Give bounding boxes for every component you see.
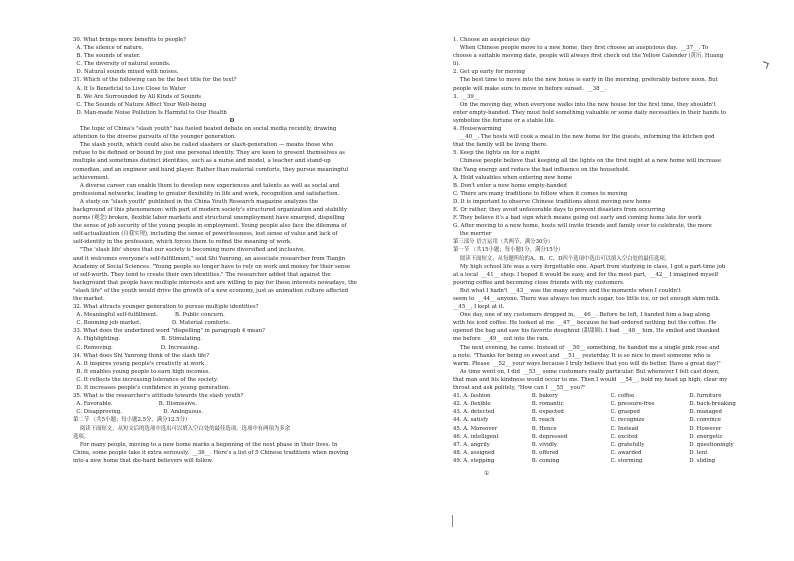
text-line: background of this phenomenon: with part of modern society's structured organization and stability: [73, 206, 348, 213]
text-line: the merrier: [453, 231, 492, 238]
text-line: The slash youth, which could also be called slashers or slash-generation — means those who: [73, 142, 334, 149]
text-line: self-actualization (自我实现), including the sense of powerlessness, lost sense of value and lack of: [73, 231, 338, 238]
text-line: at a local __41__ shop. I hoped it would be easy, and for the most part, __42__ I imagined myself: [453, 271, 719, 278]
text-line: "The 'slash life' shows that our society is becoming more diversified and inclusive,: [73, 247, 306, 254]
text-line: C. The diversity of natural sounds.: [73, 61, 171, 68]
option-cell: B. coming: [531, 457, 560, 464]
text-line: On the moving day, when everyone walks into the new house for the first time, they shouldn't: [453, 101, 716, 108]
text-line: self-identity in the profession, which forces them to refind the meaning of work.: [73, 239, 292, 246]
text-line: refuse to be defined or bound by just one personal identity. They are keen to present themselves as: [73, 150, 345, 157]
text-line: A. It Is Beneficial to Live Close to Water: [73, 85, 186, 92]
text-line: For many people, moving to a new home marks a beginning of the next phase in their lives. In: [73, 441, 338, 448]
option-cell: 47. A. angrily: [453, 441, 490, 448]
text-line: 第三部分 语言运用（共两节，满分30分）: [453, 239, 554, 246]
option-row: [453, 433, 768, 441]
text-line: 33. What does the underlined word "dispelling" in paragraph 4 mean?: [73, 328, 265, 335]
text-line: the Yang energy and reduce the bad influence on the household.: [453, 166, 630, 173]
text-line: pouring coffee and becoming close friends with my customers.: [453, 279, 625, 286]
option-cell: C. Instead: [610, 425, 639, 432]
text-line: 4. Housewarming: [453, 126, 502, 133]
option-cell: 42. A. flexible: [453, 401, 491, 408]
text-line: professional networks, leading to greater flexibility in life and work, recognition and satisfaction.: [73, 190, 340, 197]
text-line: seem to __44__ anyone. There was always too much sugar, too little ice, or not enough skim milk.: [453, 296, 721, 302]
text-line: comedian, and an engineer and band player. Rather than material comforts, they pursue meaningful: [73, 166, 349, 173]
option-cell: 43. A. detected: [453, 409, 495, 416]
text-line: D. It is important to observe Chinese traditions about moving new home: [453, 198, 651, 205]
text-line: Chinese people believe that keeping all the lights on the first night at a new home will increase: [453, 158, 722, 165]
option-cell: D. back-breaking: [689, 401, 736, 408]
text-line: multiple and sometimes distinct identities, such as a nurse and model, a teacher and stand-up: [73, 158, 331, 165]
text-line: A diverse career can enable them to develop new experiences and talents as well as social and: [73, 182, 340, 189]
text-line: A. The silence of nature.: [73, 45, 144, 52]
text-line: 选项。: [73, 433, 90, 440]
text-line: D. Man-made Noise Pollution Is Harmful to Our Health: [73, 109, 227, 116]
text-line: My high school life was a very forgettable one. Apart from studying in class, I got a part-time job: [453, 263, 726, 270]
option-cell: 41. A. fashion: [453, 393, 491, 400]
option-cell: D. managed: [689, 409, 722, 416]
text-line: of self-worth. They tend to create their own identities." The researcher added that against the: [73, 271, 331, 278]
text-line: C. Removing. D. Increasing.: [73, 344, 200, 351]
text-line: G. After moving to a new home, hosts will invite friends and family over to celebrate, the more: [453, 223, 712, 230]
text-line: symbolize the fortune or a stable life.: [453, 117, 556, 124]
text-line: C. There are many traditions to follow when it comes to moving: [453, 190, 628, 197]
option-cell: D. furniture: [689, 393, 722, 400]
text-line: When Chinese people move to a new home, they first choose an auspicious day. __37__. To: [453, 45, 709, 52]
text-line: As time went on, I did __53__ some customers really particular. But whenever I felt cast down,: [453, 368, 720, 375]
option-cell: B. reach: [531, 417, 555, 424]
page-mark: ①: [484, 470, 490, 477]
text-line: The topic of China's "slash youth" has fueled heated debate on social media recently, drawing: [73, 126, 337, 133]
option-cell: 48. A. assigned: [453, 449, 495, 456]
text-line: norms (观念) broken, flexible labor markets and structural unemployment have emerged, dispelling: [73, 215, 345, 222]
text-line: 32. What attracts younger generation to pursue multiple identities?: [73, 304, 259, 311]
text-line: enter empty-handed. They must hold something valuable or some daily necessities in their hands to: [453, 109, 727, 116]
text-line: B. We Are Surrounded by All Kinds of Sounds: [73, 93, 201, 100]
text-line: 34. What does Shi Yanrong think of the slash life?: [73, 352, 210, 359]
option-cell: C. pressure-free: [610, 401, 655, 408]
text-line: 30. What brings more benefits to people?: [73, 37, 187, 43]
text-line: China, some people take it extra seriously. __36__. Here's a list of 5 Chinese traditions when moving: [73, 449, 349, 456]
option-cell: C. awarded: [610, 449, 642, 456]
text-line: achievement.: [73, 174, 110, 181]
option-cell: 49. A. stepping: [453, 457, 495, 464]
text-line: 35. What is the researcher's attitude towards the slash youth?: [73, 393, 244, 400]
option-cell: B. offered: [531, 449, 559, 456]
option-cell: C. recognize: [610, 417, 645, 424]
text-line: 阅读下面短文，从短文后的选项中选出可以填入空白处的最佳选项。选项中有两项为多余: [73, 425, 291, 432]
text-line: C. Booming job market. D. Material comforts.: [73, 320, 231, 327]
text-line: attention to the diverse pursuits of the younger generation.: [73, 134, 237, 141]
option-cell: B. expected: [531, 409, 564, 416]
text-line: C. The Sounds of Nature Affect Your Well-being: [73, 101, 207, 108]
option-cell: D. However: [689, 425, 722, 432]
left-column: [73, 36, 391, 465]
text-line: But what I hadn't __43__ was the many orders and the moments when I couldn't: [453, 287, 681, 294]
option-cell: B. bakery: [531, 393, 558, 400]
text-line: 第二节 （共5小题；每小题2.5分，满分12.5分）: [73, 417, 191, 424]
text-line: 第一节 （共15小题；每小题1分，满分15分）: [453, 247, 564, 254]
option-cell: 46. A. intelligent: [453, 433, 499, 440]
margin-divider: [452, 515, 453, 527]
text-line: The best time to move into the new house is early in the morning, preferably before noon. But: [453, 77, 718, 84]
text-line: the market.: [73, 296, 105, 302]
right-column: [453, 36, 768, 465]
option-cell: D. questioningly: [689, 441, 734, 448]
option-cell: B. romantic: [531, 401, 564, 408]
option-cell: D. convince: [689, 417, 721, 424]
text-line: C. Disapproving. D. Ambiguous.: [73, 409, 203, 416]
option-cell: C. grasped: [610, 409, 640, 416]
option-cell: D. lent: [689, 449, 708, 456]
option-row: [453, 400, 768, 408]
text-line: __40__. The hosts will cook a meal in the new home for the guests, informing the kitchen god: [453, 134, 715, 141]
text-line: D. It increases people's confidence in young generation.: [73, 385, 230, 392]
text-line: background that people have multiple interests and are willing to pay for these interests nowadays, the: [73, 279, 357, 286]
text-line: B. The sounds of water.: [73, 53, 141, 60]
text-line: the sense of job security of the young people in employment. Young people also face the dilemma of: [73, 223, 347, 230]
option-cell: D. sliding: [689, 457, 716, 464]
text-line: warm. Please __52__ your ways because I truly believe that you will do better. Have a great day!": [453, 360, 721, 367]
text-line: A. Highlighting. B. Stimulating.: [73, 336, 203, 343]
text-line: E. Or rather, they avoid unfavorable days to prevent disasters from occurring: [453, 206, 666, 213]
text-line: that the family will be living there.: [453, 142, 548, 149]
option-cell: C. gratefully: [610, 441, 645, 448]
text-line: A. Hold valuables when entering new home: [453, 174, 573, 181]
option-row: [453, 408, 768, 416]
text-line: One day, one of my customers dropped in, __46__. Before he left, I handed him a bag along: [453, 312, 710, 319]
text-line: 31. Which of the following can be the best title for the text?: [73, 77, 237, 84]
text-line: B. It enables young people to earn high incomes.: [73, 368, 211, 375]
text-line: A. Meaningful self-fulfillment. B. Public concern.: [73, 312, 225, 319]
text-line: A. Favorable. B. Dismissive.: [73, 401, 198, 408]
text-line: 2. Get up early for moving: [453, 69, 525, 76]
text-line: 5. Keep the lights on for a night: [453, 150, 541, 157]
text-line: F. They believe it's a bad sign which means going out early and coming home late for work: [453, 215, 702, 222]
text-line: and it welcomes everyone's self-fulfillment," said Shi Yanrong, an associate researcher from Tianjin: [73, 255, 346, 262]
text-line: B. Don't enter a new home empty-handed: [453, 182, 567, 189]
option-row: [453, 441, 768, 449]
text-line: "slash life" of the youth would drive the growth of a new economy, just as animation culture affected: [73, 287, 349, 294]
text-line: A study on "slash youth" published in the China Youth Research magazine analyzes the: [73, 198, 319, 205]
text-line: __45__, I kept at it.: [453, 304, 505, 311]
text-line: opened the bag and saw his favorite doughnut (甜甜圈). I had __48__ him. He smiled and thanked: [453, 328, 720, 335]
text-line: choose a suitable moving date, people will always first check out the Yellow Calender (黄历, Huang: [453, 53, 724, 60]
option-cell: 45. A. Moreover: [453, 425, 498, 432]
option-row: [453, 457, 768, 465]
text-line: me before __49__ out into the rain.: [453, 336, 550, 343]
text-line: 阅读下面短文，从每题所给的A、B、C、D四个选项中选出可以填入空白处的最佳选项。: [453, 255, 671, 262]
option-cell: B. vividly: [531, 441, 557, 448]
text-line: that man and his kindness would occur to me. Then I would __54__, bold my head up high, clear my: [453, 376, 728, 383]
text-line: C. It reflects the increasing tolerance of the society.: [73, 376, 219, 383]
option-cell: C. coffee: [610, 393, 635, 400]
text-line: 1. Choose an auspicious day: [453, 37, 531, 43]
text-line: 3. __39__: [453, 93, 480, 100]
text-line: a note. "Thanks for being so sweet and __51__ yesterday. It is so nice to meet someone who is: [453, 352, 711, 359]
text-line: D. Natural sounds mixed with noises.: [73, 69, 179, 76]
text-line: A. It inspires young people's creativity at work.: [73, 360, 206, 367]
text-line: Academy of Social Sciences. "Young people no longer have to rely on work and money for their sense: [73, 263, 351, 270]
option-cell: B. depressed: [531, 433, 568, 440]
option-cell: C. storming: [610, 457, 643, 464]
text-line: D: [229, 117, 235, 124]
text-line: li).: [453, 61, 461, 68]
option-cell: B. Hence: [531, 425, 557, 432]
option-row: [453, 449, 768, 457]
text-line: with his iced coffee. He looked at me __47__ because he had ordered nothing but the coffee. He: [453, 320, 717, 327]
option-row: [453, 425, 768, 433]
option-cell: C. excited: [610, 433, 638, 440]
option-row: [453, 392, 768, 400]
option-cell: D. energetic: [689, 433, 723, 440]
option-cell: 44. A. satisfy: [453, 417, 489, 424]
text-line: throat and ask politely, "How can I __55__ you?": [453, 385, 586, 392]
text-line: people will make sure to move in before sunset. __38__.: [453, 85, 607, 92]
option-row: [453, 416, 768, 424]
text-line: The next evening, he came. Instead of __50__ something, he handed me a single pink rose and: [453, 344, 720, 351]
text-line: into a new home that die-hard believers will follow.: [73, 457, 214, 464]
